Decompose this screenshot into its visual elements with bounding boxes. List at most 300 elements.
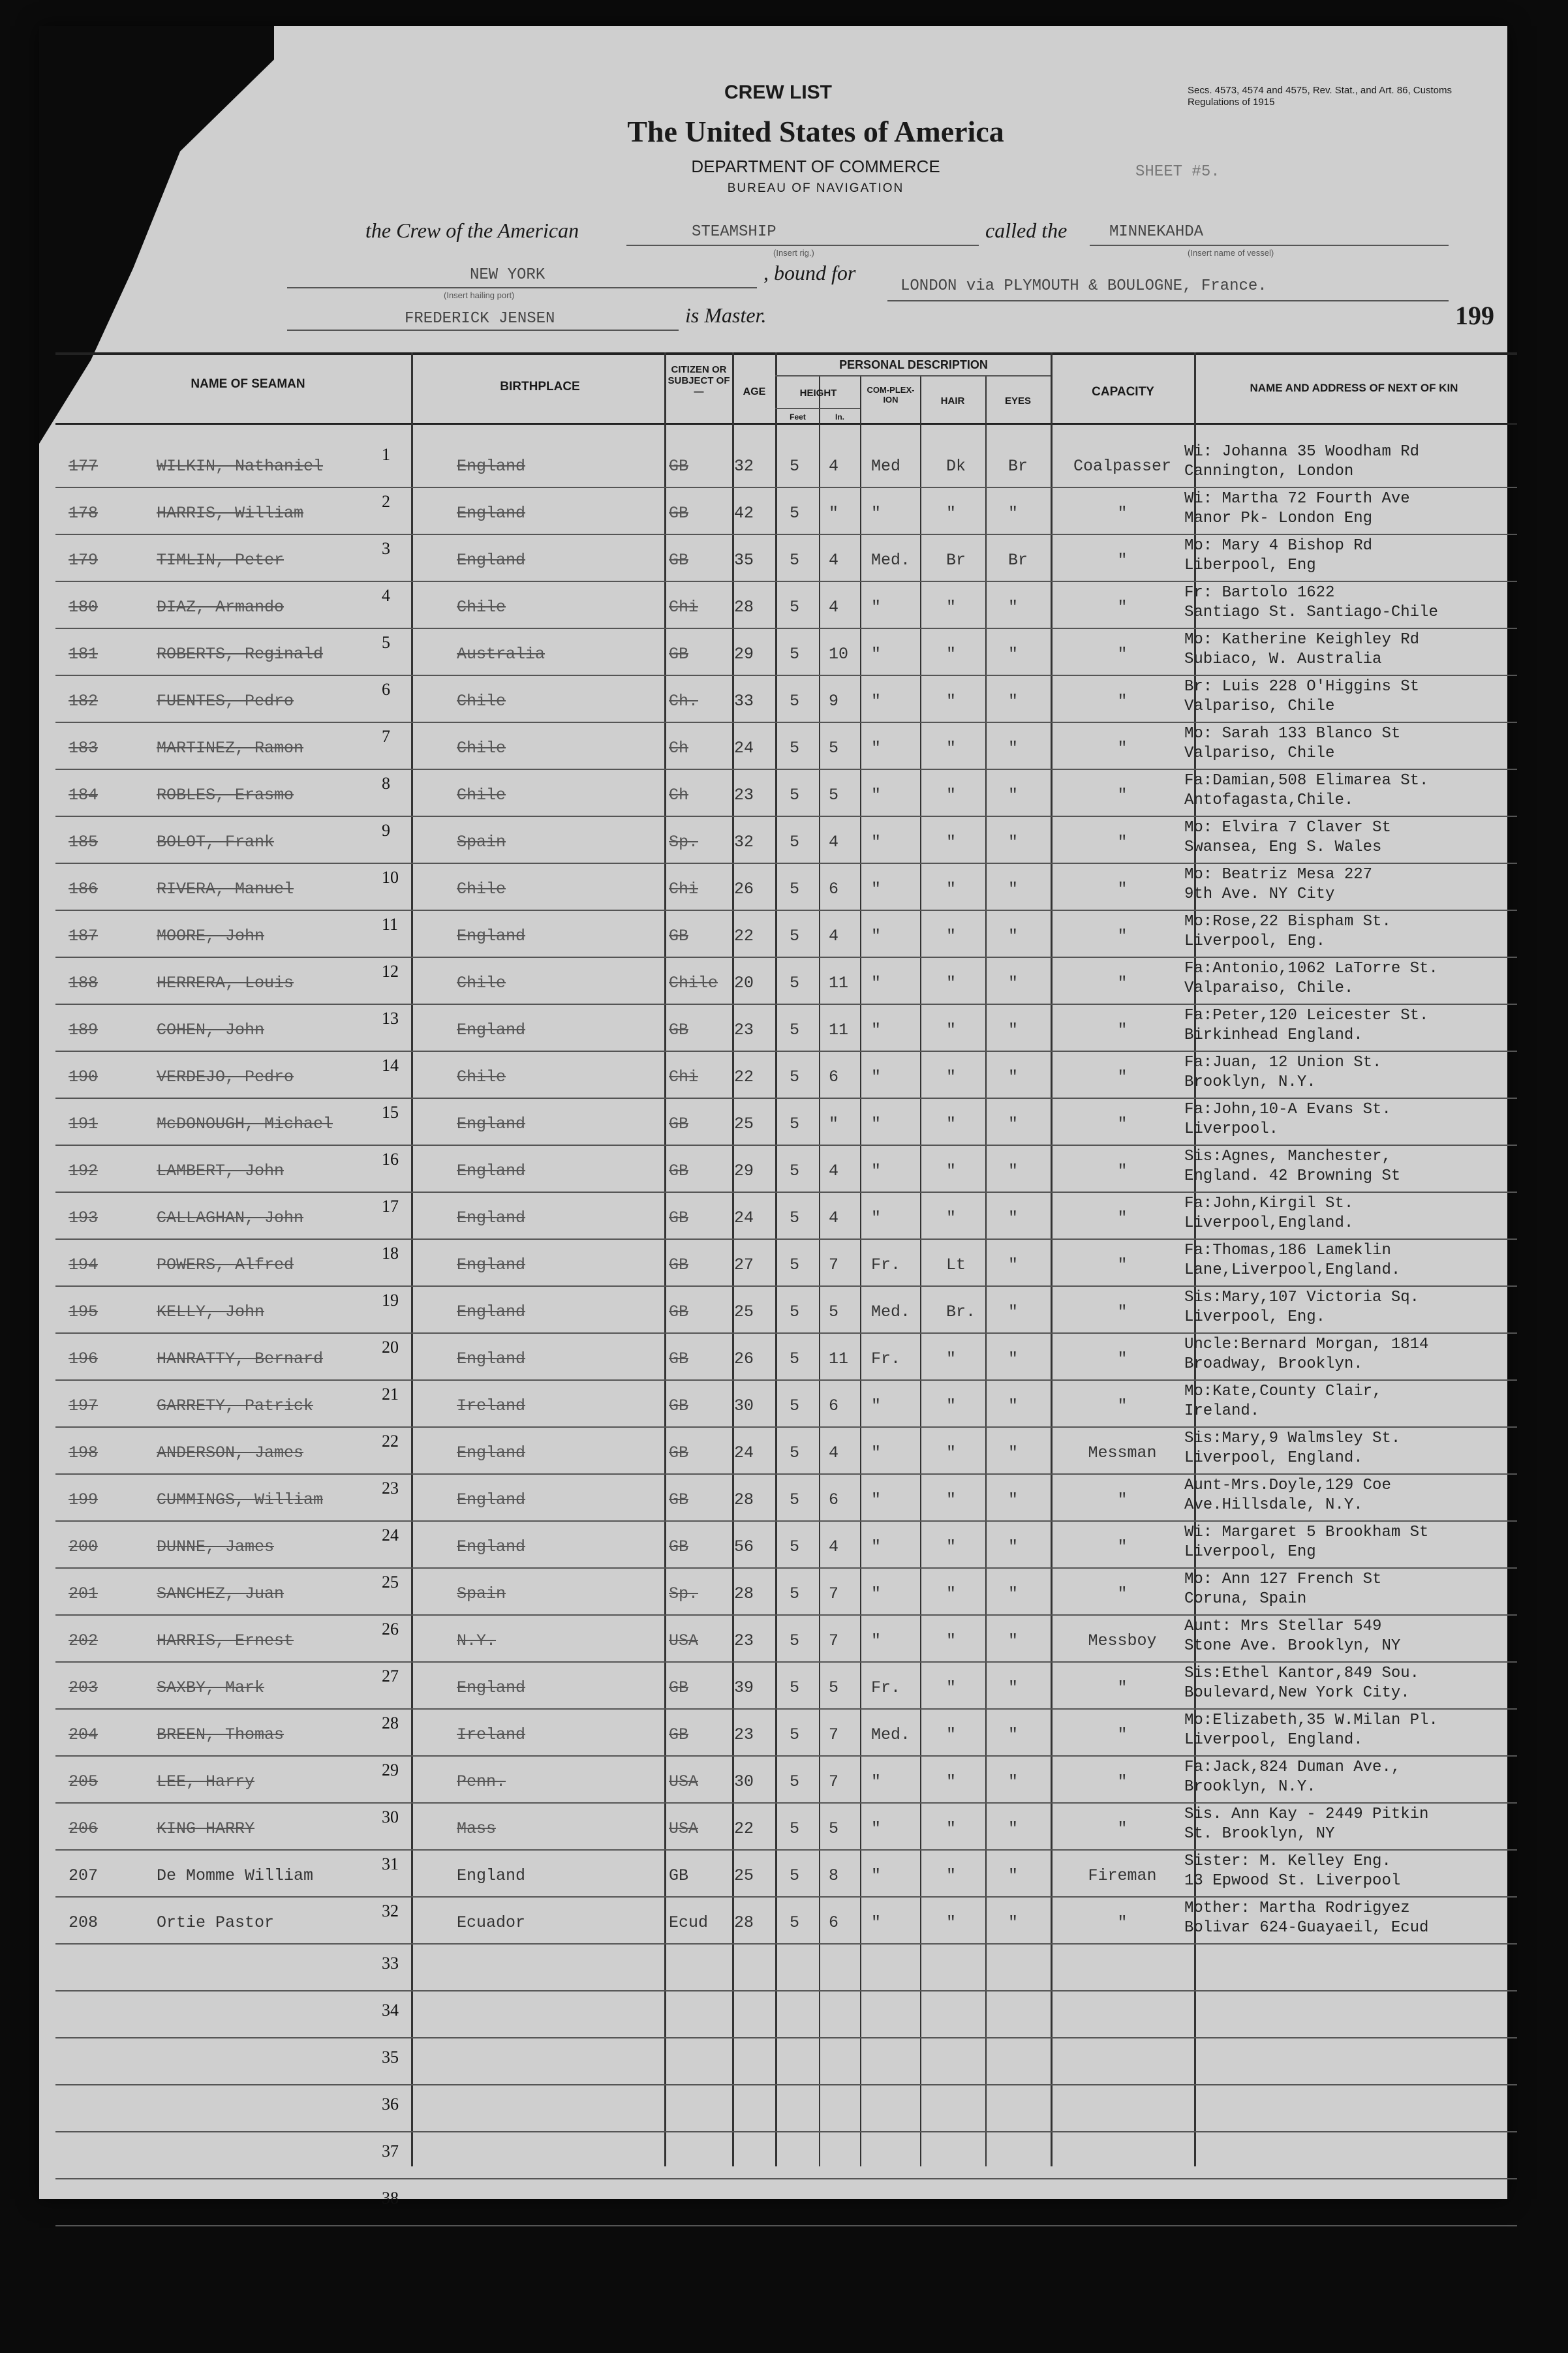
- height-feet: 5: [790, 1537, 800, 1556]
- col-complexion: COM-PLEX-ION: [867, 385, 915, 405]
- page-number: 199: [1455, 301, 1494, 330]
- eyes: ": [1008, 1913, 1019, 1932]
- hailing-port: NEW YORK: [470, 266, 546, 284]
- hair: ": [946, 1678, 957, 1697]
- citizenship: Sp.: [669, 833, 699, 852]
- age: 23: [734, 1021, 754, 1039]
- eyes: ": [1008, 974, 1019, 992]
- hair: ": [946, 1913, 957, 1932]
- row-rule: [55, 581, 1517, 582]
- kin-line-2: Manor Pk- London Eng: [1184, 510, 1373, 527]
- called-the-label: called the: [985, 219, 1068, 242]
- capacity: ": [1117, 598, 1128, 617]
- birthplace: England: [457, 1490, 526, 1509]
- row-rule: [55, 1708, 1517, 1710]
- height-feet: 5: [790, 1913, 800, 1932]
- row-rule: [55, 1051, 1517, 1052]
- row-serial: 177: [69, 457, 99, 476]
- row-rule: [55, 1802, 1517, 1804]
- hair: ": [946, 1068, 957, 1086]
- row-number: 3: [382, 539, 390, 558]
- birthplace: Ireland: [457, 1396, 526, 1415]
- height-feet: 5: [790, 692, 800, 711]
- col-citizen: CITIZEN OR SUBJECT OF—: [668, 364, 730, 397]
- kin-line-1: Mo:Rose,22 Bispham St.: [1184, 913, 1391, 930]
- age: 20: [734, 974, 754, 992]
- row-rule: [55, 2225, 1517, 2226]
- citizenship: GB: [669, 1443, 689, 1462]
- row-serial: 181: [69, 645, 99, 664]
- birthplace: Chile: [457, 739, 506, 758]
- hair: ": [946, 786, 957, 805]
- complexion: ": [871, 1208, 882, 1227]
- complexion: ": [871, 1490, 882, 1509]
- kin-line-2: Subiaco, W. Australia: [1184, 651, 1382, 668]
- height-inches: ": [829, 504, 839, 523]
- row-number: 26: [382, 1620, 399, 1638]
- kin-line-1: Fa:John,10-A Evans St.: [1184, 1101, 1391, 1118]
- height-feet: 5: [790, 1725, 800, 1744]
- eyes: ": [1008, 1068, 1019, 1086]
- row-number: 37: [382, 2142, 399, 2161]
- seaman-name: WILKIN, Nathaniel: [157, 457, 324, 476]
- row-rule: [55, 1332, 1517, 1334]
- height-inches: 11: [829, 974, 849, 992]
- complexion: ": [871, 927, 882, 946]
- row-number: 15: [382, 1103, 399, 1122]
- hair: ": [946, 1349, 957, 1368]
- vessel-type-hint: (Insert rig.): [773, 248, 814, 258]
- row-rule: [55, 957, 1517, 958]
- birthplace: England: [457, 504, 526, 523]
- vessel-name-hint: (Insert name of vessel): [1188, 248, 1274, 258]
- row-serial: 185: [69, 833, 99, 852]
- row-serial: 204: [69, 1725, 99, 1744]
- kin-line-2: Bolivar 624-Guayaeil, Ecud: [1184, 1919, 1429, 1937]
- height-inches: 7: [829, 1631, 839, 1650]
- height-feet: 5: [790, 1208, 800, 1227]
- row-rule: [55, 1145, 1517, 1146]
- row-rule: [55, 534, 1517, 535]
- birthplace: England: [457, 1537, 526, 1556]
- kin-line-2: Valparaiso, Chile.: [1184, 979, 1354, 997]
- capacity: ": [1117, 1725, 1128, 1744]
- row-rule: [55, 1849, 1517, 1851]
- birthplace: Chile: [457, 598, 506, 617]
- height-inches: 6: [829, 1490, 839, 1509]
- row-number: 11: [382, 915, 399, 934]
- row-serial: 180: [69, 598, 99, 617]
- hair: ": [946, 833, 957, 852]
- height-inches: 6: [829, 880, 839, 899]
- hair: ": [946, 504, 957, 523]
- hair: ": [946, 1490, 957, 1509]
- hair: ": [946, 1725, 957, 1744]
- age: 32: [734, 833, 754, 852]
- height-inches: 5: [829, 739, 839, 758]
- citizenship: GB: [669, 1302, 689, 1321]
- kin-line-1: Mo: Elvira 7 Claver St: [1184, 819, 1391, 837]
- height-inches: 5: [829, 1819, 839, 1838]
- capacity: ": [1117, 739, 1128, 758]
- kin-line-2: Birkinhead England.: [1184, 1026, 1363, 1044]
- citizenship: GB: [669, 1161, 689, 1180]
- capacity: ": [1117, 1819, 1128, 1838]
- kin-line-1: Wi: Johanna 35 Woodham Rd: [1184, 443, 1420, 461]
- birthplace: England: [457, 1115, 526, 1133]
- birthplace: England: [457, 1443, 526, 1462]
- citizenship: USA: [669, 1772, 699, 1791]
- eyes: ": [1008, 598, 1019, 617]
- height-inches: 4: [829, 1161, 839, 1180]
- eyes: ": [1008, 927, 1019, 946]
- complexion: ": [871, 1115, 882, 1133]
- kin-line-1: Sis:Mary,9 Walmsley St.: [1184, 1430, 1401, 1447]
- row-number: 30: [382, 1807, 399, 1826]
- hair: ": [946, 927, 957, 946]
- capacity: ": [1117, 692, 1128, 711]
- seaman-name: TIMLIN, Peter: [157, 551, 284, 570]
- capacity: ": [1117, 1490, 1128, 1509]
- col-capacity: CAPACITY: [1092, 385, 1154, 399]
- kin-line-2: Liverpool, Eng.: [1184, 1308, 1326, 1326]
- height-inches: 4: [829, 457, 839, 476]
- eyes: ": [1008, 1208, 1019, 1227]
- row-rule: [55, 769, 1517, 770]
- capacity: ": [1117, 1396, 1128, 1415]
- row-number: 1: [382, 445, 390, 464]
- seaman-name: VERDEJO, Pedro: [157, 1068, 294, 1086]
- hair: ": [946, 692, 957, 711]
- birthplace: Chile: [457, 974, 506, 992]
- col-hair: HAIR: [940, 395, 965, 407]
- row-rule: [55, 1473, 1517, 1475]
- seaman-name: POWERS, Alfred: [157, 1255, 294, 1274]
- row-number: 7: [382, 727, 390, 746]
- height-feet: 5: [790, 1161, 800, 1180]
- col-height: HEIGHT: [799, 388, 837, 399]
- citizenship: Ch: [669, 786, 689, 805]
- vessel-name: MINNEKAHDA: [1109, 223, 1204, 241]
- kin-line-1: Wi: Martha 72 Fourth Ave: [1184, 490, 1410, 508]
- age: 33: [734, 692, 754, 711]
- eyes: ": [1008, 739, 1019, 758]
- complexion: Fr.: [871, 1349, 901, 1368]
- citizenship: Ch: [669, 739, 689, 758]
- kin-line-2: Liverpool, Eng: [1184, 1543, 1316, 1561]
- row-number: 16: [382, 1150, 399, 1169]
- row-serial: 193: [69, 1208, 99, 1227]
- eyes: ": [1008, 1302, 1019, 1321]
- seaman-name: MOORE, John: [157, 927, 265, 946]
- complexion: ": [871, 880, 882, 899]
- statute-reference: Secs. 4573, 4574 and 4575, Rev. Stat., and Art. 86, Customs Regulations of 1915: [1188, 85, 1452, 108]
- complexion: ": [871, 974, 882, 992]
- age: 28: [734, 598, 754, 617]
- eyes: Br: [1008, 551, 1028, 570]
- kin-line-1: Br: Luis 228 O'Higgins St: [1184, 678, 1420, 696]
- row-rule: [55, 2084, 1517, 2085]
- row-serial: 201: [69, 1584, 99, 1603]
- complexion: ": [871, 1161, 882, 1180]
- age: 30: [734, 1772, 754, 1791]
- row-serial: 186: [69, 880, 99, 899]
- height-feet: 5: [790, 551, 800, 570]
- col-age: AGE: [743, 386, 766, 397]
- kin-line-2: England. 42 Browning St: [1184, 1167, 1401, 1185]
- hair: ": [946, 1115, 957, 1133]
- height-feet: 5: [790, 504, 800, 523]
- row-number: 28: [382, 1714, 399, 1732]
- age: 25: [734, 1866, 754, 1885]
- kin-line-1: Sis:Ethel Kantor,849 Sou.: [1184, 1665, 1420, 1682]
- citizenship: GB: [669, 504, 689, 523]
- height-inches: 7: [829, 1584, 839, 1603]
- hair: ": [946, 974, 957, 992]
- seaman-name: BOLOT, Frank: [157, 833, 275, 852]
- age: 22: [734, 1819, 754, 1838]
- birthplace: England: [457, 1161, 526, 1180]
- eyes: ": [1008, 1443, 1019, 1462]
- capacity: ": [1117, 1772, 1128, 1791]
- hair: ": [946, 1021, 957, 1039]
- citizenship: GB: [669, 645, 689, 664]
- height-feet: 5: [790, 927, 800, 946]
- eyes: ": [1008, 1584, 1019, 1603]
- row-serial: 199: [69, 1490, 99, 1509]
- hair: ": [946, 1819, 957, 1838]
- kin-line-1: Mo: Ann 127 French St: [1184, 1571, 1382, 1588]
- complexion: ": [871, 598, 882, 617]
- eyes: ": [1008, 786, 1019, 805]
- height-feet: 5: [790, 645, 800, 664]
- birthplace: England: [457, 457, 526, 476]
- row-rule: [55, 1379, 1517, 1381]
- row-number: 27: [382, 1667, 399, 1685]
- bureau: BUREAU OF NAVIGATION: [727, 181, 904, 195]
- row-serial: 188: [69, 974, 99, 992]
- citizenship: Chi: [669, 1068, 699, 1086]
- kin-line-2: 13 Epwood St. Liverpool: [1184, 1872, 1401, 1890]
- row-rule: [55, 1896, 1517, 1898]
- hair: ": [946, 1443, 957, 1462]
- row-rule: [55, 1098, 1517, 1099]
- hair: ": [946, 1537, 957, 1556]
- hair: ": [946, 598, 957, 617]
- kin-line-2: Liverpool, England.: [1184, 1731, 1363, 1749]
- row-rule: [55, 816, 1517, 817]
- citizenship: GB: [669, 1866, 689, 1885]
- capacity: Fireman: [1088, 1866, 1157, 1885]
- seaman-name: KING HARRY: [157, 1819, 255, 1838]
- complexion: ": [871, 1443, 882, 1462]
- capacity: ": [1117, 1349, 1128, 1368]
- height-inches: 11: [829, 1349, 849, 1368]
- row-serial: 183: [69, 739, 99, 758]
- row-number: 24: [382, 1526, 399, 1545]
- citizenship: USA: [669, 1631, 699, 1650]
- seaman-name: MARTINEZ, Ramon: [157, 739, 304, 758]
- citizenship: Ch.: [669, 692, 699, 711]
- birthplace: Spain: [457, 1584, 506, 1603]
- seaman-name: ROBERTS, Reginald: [157, 645, 324, 664]
- row-number: 17: [382, 1197, 399, 1216]
- row-rule: [55, 2178, 1517, 2179]
- complexion: ": [871, 1631, 882, 1650]
- capacity: ": [1117, 1913, 1128, 1932]
- eyes: ": [1008, 1396, 1019, 1415]
- complexion: ": [871, 1537, 882, 1556]
- row-number: 29: [382, 1761, 399, 1779]
- capacity: ": [1117, 1537, 1128, 1556]
- row-number: 5: [382, 633, 390, 652]
- citizenship: GB: [669, 1115, 689, 1133]
- kin-line-1: Sis:Mary,107 Victoria Sq.: [1184, 1289, 1420, 1306]
- height-inches: 11: [829, 1021, 849, 1039]
- capacity: Messman: [1088, 1443, 1157, 1462]
- hailing-port-hint: (Insert hailing port): [444, 290, 515, 300]
- height-feet: 5: [790, 1678, 800, 1697]
- seaman-name: ROBLES, Erasmo: [157, 786, 294, 805]
- row-number: 36: [382, 2095, 399, 2114]
- height-feet: 5: [790, 1302, 800, 1321]
- row-rule: [55, 1520, 1517, 1522]
- eyes: ": [1008, 1866, 1019, 1885]
- complexion: ": [871, 645, 882, 664]
- capacity: ": [1117, 833, 1128, 852]
- height-feet: 5: [790, 1115, 800, 1133]
- kin-line-1: Fa:Antonio,1062 LaTorre St.: [1184, 960, 1438, 977]
- row-serial: 196: [69, 1349, 99, 1368]
- col-name: NAME OF SEAMAN: [191, 377, 305, 391]
- eyes: ": [1008, 1490, 1019, 1509]
- hair: ": [946, 1396, 957, 1415]
- height-inches: 7: [829, 1772, 839, 1791]
- capacity: ": [1117, 1068, 1128, 1086]
- row-number: 25: [382, 1573, 399, 1592]
- row-number: 10: [382, 868, 399, 887]
- age: 28: [734, 1913, 754, 1932]
- birthplace: Chile: [457, 786, 506, 805]
- capacity: Coalpasser: [1073, 457, 1172, 476]
- row-serial: 205: [69, 1772, 99, 1791]
- complexion: ": [871, 692, 882, 711]
- kin-line-1: Uncle:Bernard Morgan, 1814: [1184, 1336, 1429, 1353]
- kin-line-1: Mo: Mary 4 Bishop Rd: [1184, 537, 1373, 555]
- height-inches: 6: [829, 1396, 839, 1415]
- complexion: Med.: [871, 551, 911, 570]
- row-number: 4: [382, 586, 390, 605]
- row-serial: 197: [69, 1396, 99, 1415]
- row-serial: 200: [69, 1537, 99, 1556]
- seaman-name: McDONOUGH, Michael: [157, 1115, 333, 1133]
- birthplace: Mass: [457, 1819, 497, 1838]
- vessel-type: STEAMSHIP: [692, 223, 776, 241]
- citizenship: GB: [669, 927, 689, 946]
- capacity: ": [1117, 1302, 1128, 1321]
- capacity: Messboy: [1088, 1631, 1157, 1650]
- row-rule: [55, 1567, 1517, 1569]
- row-number: 2: [382, 492, 390, 511]
- row-rule: [55, 1990, 1517, 1992]
- birthplace: England: [457, 1302, 526, 1321]
- citizenship: Sp.: [669, 1584, 699, 1603]
- age: 28: [734, 1490, 754, 1509]
- capacity: ": [1117, 1208, 1128, 1227]
- complexion: ": [871, 1068, 882, 1086]
- eyes: ": [1008, 504, 1019, 523]
- row-rule: [55, 1192, 1517, 1193]
- birthplace: Spain: [457, 833, 506, 852]
- hair: ": [946, 1161, 957, 1180]
- row-rule: [55, 1661, 1517, 1663]
- birthplace: Chile: [457, 1068, 506, 1086]
- kin-line-2: Boulevard,New York City.: [1184, 1684, 1410, 1702]
- kin-line-1: Fa:John,Kirgil St.: [1184, 1195, 1354, 1212]
- age: 22: [734, 927, 754, 946]
- row-number: 32: [382, 1901, 399, 1920]
- row-number: 23: [382, 1479, 399, 1498]
- capacity: ": [1117, 1021, 1128, 1039]
- birthplace: England: [457, 551, 526, 570]
- age: 24: [734, 1208, 754, 1227]
- department: DEPARTMENT OF COMMERCE: [691, 157, 940, 176]
- kin-line-1: Mo: Katherine Keighley Rd: [1184, 631, 1420, 649]
- eyes: ": [1008, 1631, 1019, 1650]
- height-inches: 4: [829, 927, 839, 946]
- height-feet: 5: [790, 1819, 800, 1838]
- height-feet: 5: [790, 1443, 800, 1462]
- age: 30: [734, 1396, 754, 1415]
- kin-line-1: Sis. Ann Kay - 2449 Pitkin: [1184, 1806, 1429, 1823]
- row-number: 20: [382, 1338, 399, 1357]
- kin-line-1: Mo:Kate,County Clair,: [1184, 1383, 1382, 1400]
- seaman-name: DUNNE, James: [157, 1537, 275, 1556]
- kin-line-2: Valpariso, Chile: [1184, 745, 1335, 762]
- hair: ": [946, 739, 957, 758]
- age: 29: [734, 645, 754, 664]
- kin-line-1: Fa:Thomas,186 Lameklin: [1184, 1242, 1391, 1259]
- complexion: ": [871, 833, 882, 852]
- age: 25: [734, 1115, 754, 1133]
- height-inches: ": [829, 1115, 839, 1133]
- col-personal: PERSONAL DESCRIPTION: [839, 358, 988, 371]
- eyes: ": [1008, 1161, 1019, 1180]
- hair: Br.: [946, 1302, 976, 1321]
- hair: ": [946, 645, 957, 664]
- master-name: FREDERICK JENSEN: [405, 310, 555, 328]
- hair: ": [946, 1866, 957, 1885]
- citizenship: Ecud: [669, 1913, 709, 1932]
- birthplace: Chile: [457, 692, 506, 711]
- sheet-number: SHEET #5.: [1135, 163, 1220, 181]
- citizenship: GB: [669, 551, 689, 570]
- complexion: ": [871, 504, 882, 523]
- row-serial: 198: [69, 1443, 99, 1462]
- row-number: 6: [382, 680, 390, 699]
- height-inches: 7: [829, 1255, 839, 1274]
- col-feet: Feet: [790, 412, 806, 422]
- row-number: 18: [382, 1244, 399, 1263]
- height-inches: 9: [829, 692, 839, 711]
- eyes: ": [1008, 1678, 1019, 1697]
- row-number: 21: [382, 1385, 399, 1404]
- row-serial: 190: [69, 1068, 99, 1086]
- age: 24: [734, 739, 754, 758]
- height-feet: 5: [790, 833, 800, 852]
- citizenship: GB: [669, 1725, 689, 1744]
- row-number: 12: [382, 962, 399, 981]
